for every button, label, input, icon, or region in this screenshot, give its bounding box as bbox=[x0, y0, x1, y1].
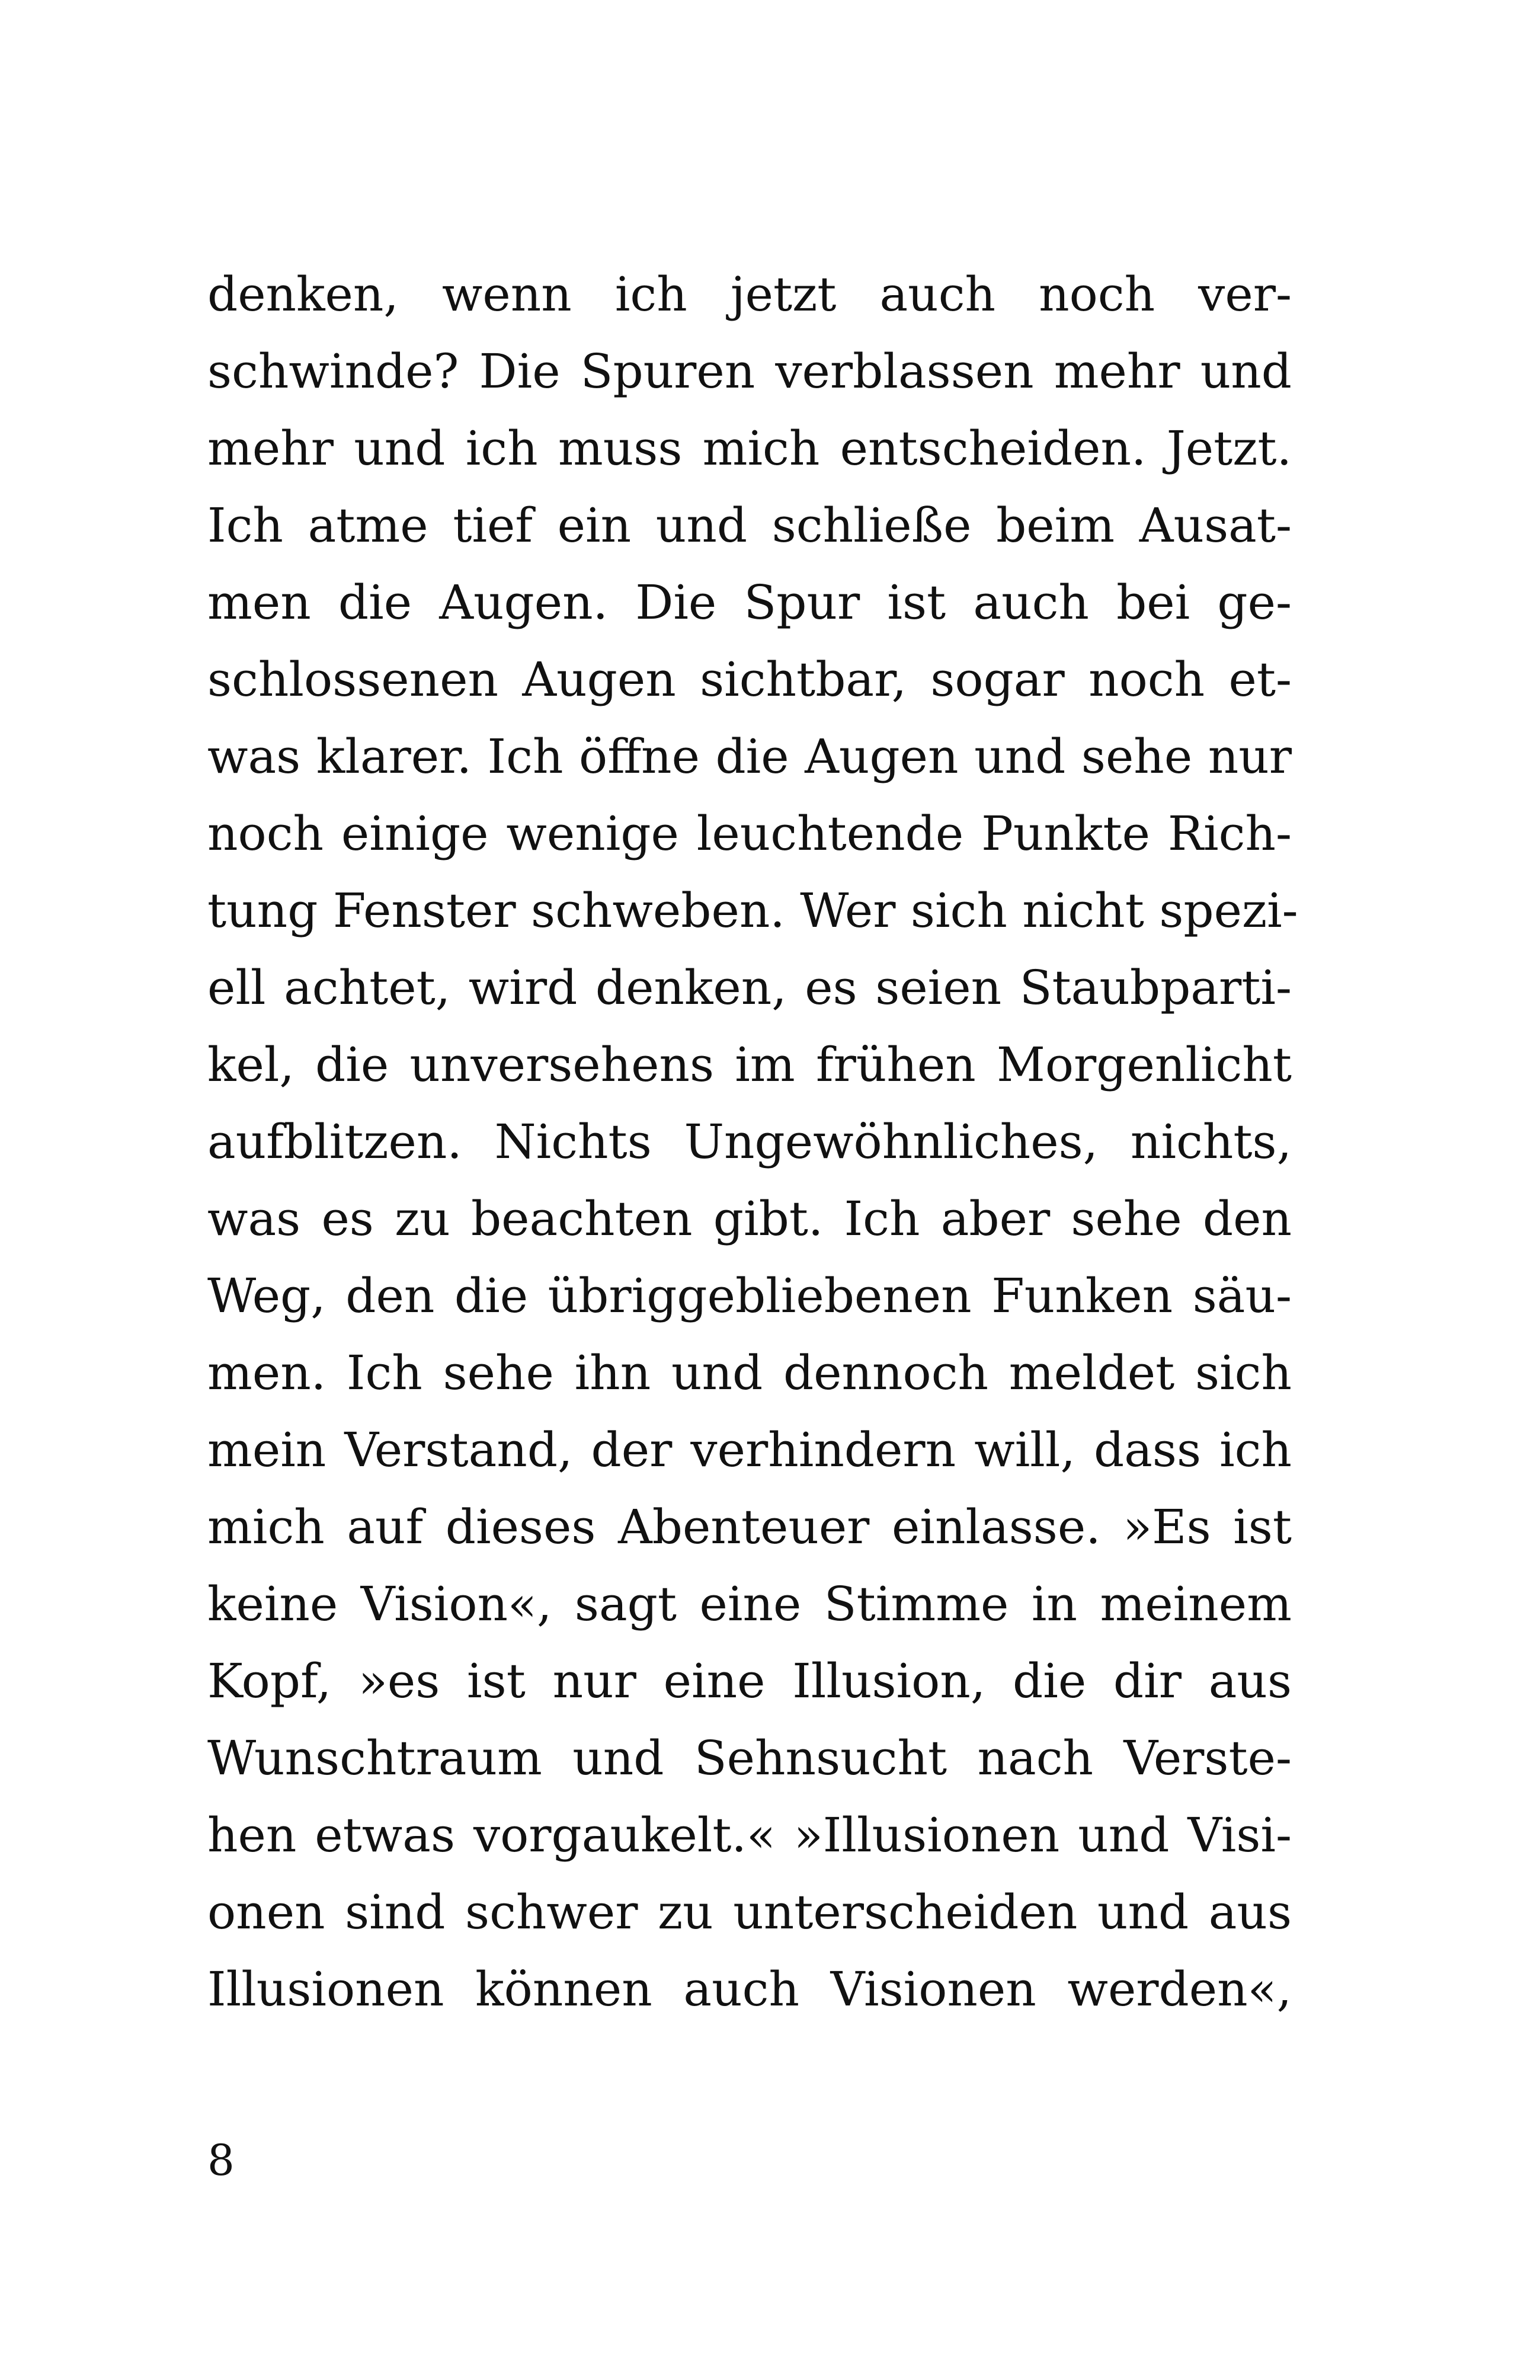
text-line: keine Vision«, sagt eine Stimme in meinem bbox=[207, 1576, 1292, 1632]
page-number: 8 bbox=[207, 2135, 235, 2185]
text-line: Weg, den die übriggebliebenen Funken säu- bbox=[207, 1268, 1292, 1323]
text-line: tung Fenster schweben. Wer sich nicht spezi- bbox=[207, 883, 1298, 938]
text-line: ell achtet, wird denken, es seien Staubparti- bbox=[207, 960, 1292, 1015]
text-line: hen etwas vorgaukelt.« »Illusionen und Visi- bbox=[207, 1808, 1292, 1863]
text-line: Wunschtraum und Sehnsucht nach Verste- bbox=[207, 1730, 1292, 1786]
text-line: men. Ich sehe ihn und dennoch meldet sich bbox=[207, 1345, 1292, 1400]
text-line: onen sind schwer zu unterscheiden und aus bbox=[207, 1885, 1292, 1940]
text-line: noch einige wenige leuchtende Punkte Rich- bbox=[207, 806, 1292, 861]
text-line: kel, die unversehens im frühen Morgenlicht bbox=[207, 1037, 1292, 1092]
text-line: was es zu beachten gibt. Ich aber sehe den bbox=[207, 1191, 1292, 1246]
text-line: Kopf, »es ist nur eine Illusion, die dir aus bbox=[207, 1653, 1292, 1709]
body-text bbox=[207, 256, 1298, 2028]
text-line: was klarer. Ich öffne die Augen und sehe nur bbox=[207, 729, 1292, 784]
text-line: Illusionen können auch Visionen werden«, bbox=[207, 1962, 1292, 2017]
text-line: mehr und ich muss mich entscheiden. Jetzt. bbox=[207, 421, 1292, 476]
text-line: denken, wenn ich jetzt auch noch ver- bbox=[207, 267, 1292, 322]
text-line: mich auf dieses Abenteuer einlasse. »Es ist bbox=[207, 1499, 1292, 1554]
text-line: aufblitzen. Nichts Ungewöhnliches, nichts, bbox=[207, 1114, 1292, 1169]
text-line: schwinde? Die Spuren verblassen mehr und bbox=[207, 344, 1292, 399]
text-line: men die Augen. Die Spur ist auch bei ge- bbox=[207, 575, 1292, 630]
text-line: mein Verstand, der verhindern will, dass ich bbox=[207, 1422, 1292, 1477]
text-line: schlossenen Augen sichtbar, sogar noch et- bbox=[207, 652, 1292, 707]
text-line: Ich atme tief ein und schließe beim Ausat- bbox=[207, 498, 1292, 553]
